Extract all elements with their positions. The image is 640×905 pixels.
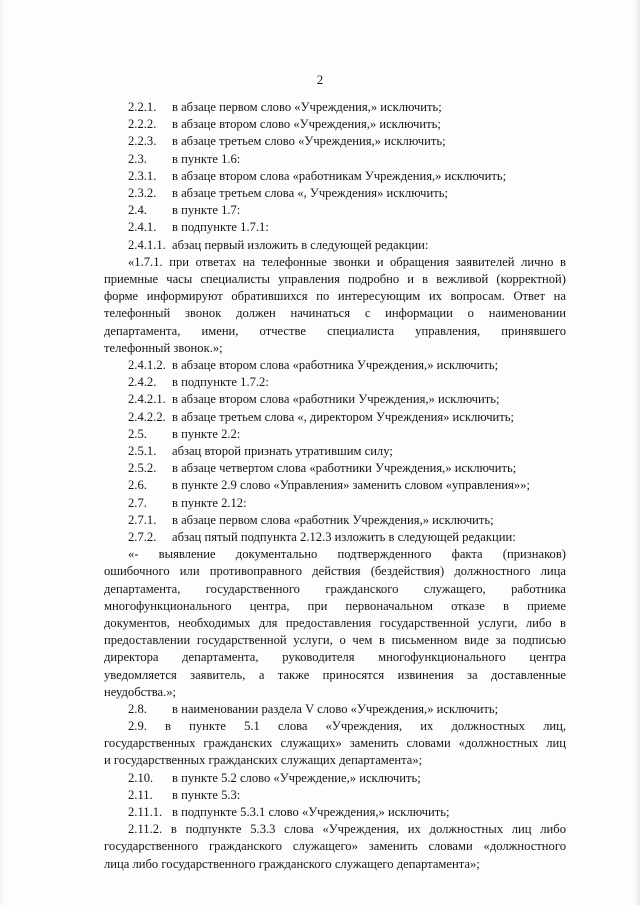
numbered-item	[104, 512, 566, 529]
item-number: 2.3.	[128, 151, 147, 166]
numbered-item	[104, 426, 566, 443]
item-number: 2.7.2.	[128, 530, 157, 544]
item-number: 2.7.1.	[128, 512, 157, 527]
numbered-item	[104, 409, 566, 426]
text-line	[104, 598, 566, 615]
text-line	[104, 735, 566, 752]
numbered-item	[104, 168, 566, 185]
item-text: в подпункте 5.3.1 слово «Учреждения,» исключить;	[172, 805, 450, 820]
item-text: в пункте 1.6:	[172, 151, 241, 166]
item-text: форме информируют обратившихся по интересующим их вопросам. Ответ на	[104, 289, 566, 304]
item-text: приемные часы специалисты управления подробно и в вежливой (корректной)	[104, 272, 566, 287]
text-line	[104, 667, 566, 684]
item-number: 2.5.2.	[128, 461, 157, 476]
item-text: государственного гражданского служащего» заменить словами «должностного	[104, 839, 566, 854]
item-text: в подпункте 1.7.1:	[172, 220, 269, 235]
numbered-item	[104, 460, 566, 477]
item-text: в абзаце втором слова «работники Учреждения,» исключить;	[172, 392, 500, 407]
text-line	[104, 615, 566, 632]
item-text: телефонный звонок.»;	[104, 340, 223, 355]
item-text: в абзаце третьем слово «Учреждения,» исключить;	[172, 134, 446, 149]
item-text: 2.9. в пункте 5.1 слова «Учреждения, их должностных лиц,	[128, 719, 566, 734]
item-number: 2.5.	[128, 426, 147, 441]
item-number: 2.3.2.	[128, 186, 157, 201]
text-line	[104, 838, 566, 855]
numbered-item	[104, 787, 566, 804]
item-text: уведомляется заявитель, а также приносятся извинения за доставленные	[104, 667, 566, 682]
item-text: департамента, имени, отчестве специалиста управления, принявшего	[104, 323, 566, 338]
numbered-item	[104, 770, 566, 787]
item-text: государственных гражданских служащих» заменить словами «должностных лиц	[104, 736, 566, 751]
item-number: 2.4.1.1.	[128, 237, 166, 252]
numbered-item	[104, 477, 566, 494]
item-text: «- выявление документально подтвержденного факта (признаков)	[128, 547, 566, 562]
document-body	[104, 99, 566, 873]
item-number: 2.11.	[128, 787, 153, 802]
item-text: в абзаце втором слово «Учреждения,» исключить;	[172, 117, 441, 132]
item-text: предоставлении государственной услуги, о чем в письменном виде за подписью	[104, 633, 566, 648]
item-text: в пункте 2.2:	[172, 426, 241, 441]
item-text: директора департамента, руководителя многофункционального центра	[104, 650, 566, 665]
item-text: абзац первый изложить в следующей редакции:	[172, 237, 429, 252]
item-text: в пункте 2.12:	[172, 495, 247, 510]
text-line	[104, 684, 566, 701]
numbered-item	[104, 237, 566, 254]
item-number: 2.8.	[128, 701, 147, 716]
item-text: в пункте 5.2 слово «Учреждение,» исключить;	[172, 770, 421, 785]
item-text: абзац второй признать утратившим силу;	[172, 443, 393, 458]
text-line	[104, 649, 566, 666]
text-line	[104, 718, 566, 735]
item-text: в абзаце первом слово «Учреждения,» исключить;	[172, 100, 442, 114]
item-number: 2.2.1.	[128, 100, 157, 114]
text-line	[104, 821, 566, 838]
text-line	[104, 288, 566, 305]
numbered-item	[104, 443, 566, 460]
numbered-item	[104, 391, 566, 408]
numbered-item	[104, 185, 566, 202]
item-text: в абзаце третьем слова «, директором Учреждения» исключить;	[172, 409, 515, 424]
item-number: 2.4.2.2.	[128, 409, 166, 424]
numbered-item	[104, 151, 566, 168]
item-text: многофункционального центра, при первоначальном отказе в приеме	[104, 598, 566, 613]
text-line	[104, 305, 566, 322]
item-text: в абзаце третьем слова «, Учреждения» исключить;	[172, 186, 448, 201]
item-text: в абзаце первом слова «работник Учреждения,» исключить;	[172, 512, 494, 527]
text-line	[104, 856, 566, 873]
item-number: 2.10.	[128, 770, 154, 785]
item-text: в пункте 5.3:	[172, 787, 241, 802]
item-text: в подпункте 1.7.2:	[172, 375, 269, 390]
item-number: 2.4.1.2.	[128, 357, 166, 372]
item-text: неудобства.»;	[104, 684, 177, 699]
text-line	[104, 271, 566, 288]
item-text: в абзаце втором слова «работникам Учреждения,» исключить;	[172, 168, 507, 183]
numbered-item	[104, 219, 566, 236]
item-number: 2.2.2.	[128, 117, 157, 132]
item-number: 2.6.	[128, 478, 147, 493]
numbered-item	[104, 529, 566, 546]
item-text: в пункте 2.9 слово «Управления» заменить словом «управления»»;	[172, 478, 530, 493]
item-number: 2.4.2.1.	[128, 392, 166, 407]
item-number: 2.5.1.	[128, 443, 157, 458]
numbered-item	[104, 202, 566, 219]
text-line	[104, 563, 566, 580]
item-text: департамента, государственного гражданского служащего, работника	[104, 581, 566, 596]
item-number: 2.2.3.	[128, 134, 157, 149]
numbered-item	[104, 374, 566, 391]
numbered-item	[104, 701, 566, 718]
item-text: лица либо государственного гражданского служащего департамента»;	[104, 856, 480, 871]
item-text: в абзаце втором слова «работника Учреждения,» исключить;	[172, 357, 499, 372]
text-line	[104, 323, 566, 340]
numbered-item	[104, 495, 566, 512]
item-text: «1.7.1. при ответах на телефонные звонки и обращения заявителей лично в	[128, 254, 566, 269]
item-number: 2.7.	[128, 495, 147, 510]
item-number: 2.4.1.	[128, 220, 157, 235]
scan-edge	[0, 0, 4, 905]
text-line	[104, 752, 566, 769]
item-text: в абзаце четвертом слова «работники Учреждения,» исключить;	[172, 461, 517, 476]
item-text: и государственных гражданских служащих департамента»;	[104, 753, 423, 768]
text-line	[104, 254, 566, 271]
item-text: в наименовании раздела V слово «Учреждения,» исключить;	[172, 701, 499, 716]
scan-edge	[634, 0, 640, 905]
numbered-item	[104, 133, 566, 150]
item-text: документов, необходимых для предоставления государственной услуги, либо в	[104, 615, 566, 630]
numbered-item	[104, 99, 566, 116]
item-number: 2.3.1.	[128, 168, 157, 183]
numbered-item	[104, 116, 566, 133]
page-number: 2	[316, 72, 324, 87]
text-line	[104, 632, 566, 649]
text-line	[104, 340, 566, 357]
item-number: 2.11.1.	[128, 805, 163, 820]
numbered-item	[104, 357, 566, 374]
item-number: 2.4.2.	[128, 375, 157, 390]
item-text: ошибочного или противоправного действия (бездействия) должностного лица	[104, 564, 566, 579]
item-text: 2.11.2. в подпункте 5.3.3 слова «Учреждения, их должностных лиц либо	[128, 822, 566, 837]
item-text: в пункте 1.7:	[172, 203, 241, 218]
item-text: телефонный звонок должен начинаться с информации о наименовании	[104, 306, 566, 321]
text-line	[104, 581, 566, 598]
text-line	[104, 546, 566, 563]
item-number: 2.4.	[128, 203, 147, 218]
numbered-item	[104, 804, 566, 821]
item-text: абзац пятый подпункта 2.12.3 изложить в следующей редакции:	[172, 530, 516, 544]
